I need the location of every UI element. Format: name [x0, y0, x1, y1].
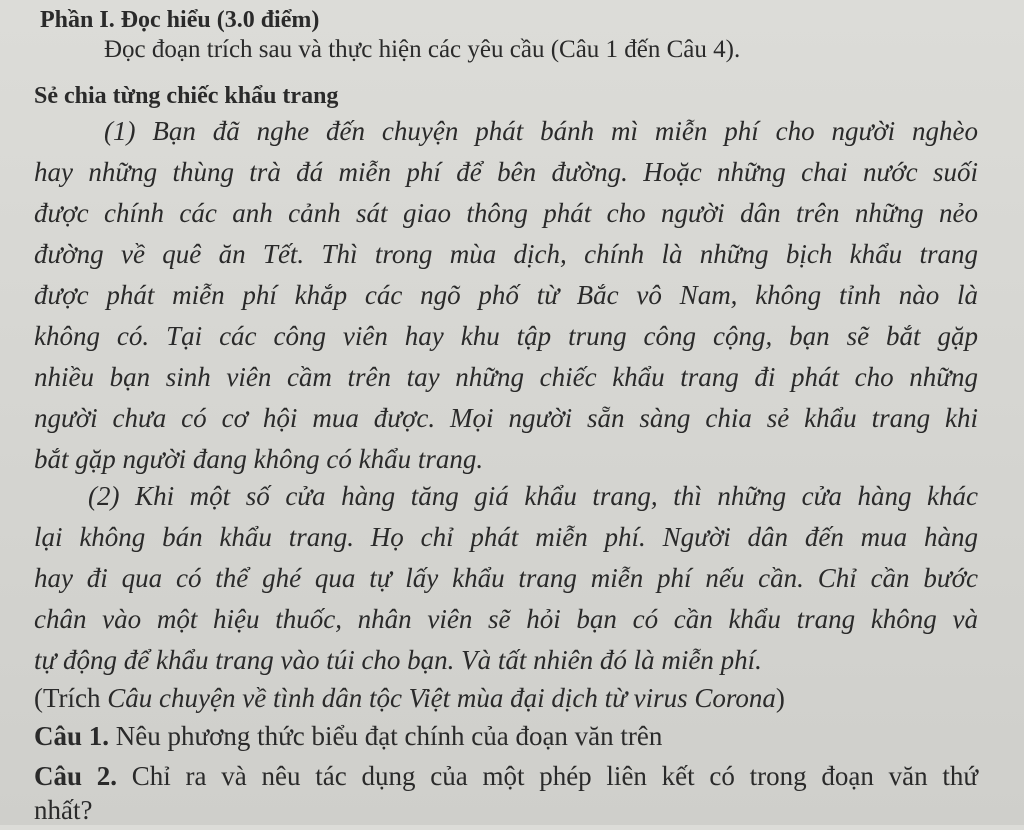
- question-text: Chỉ ra và nêu tác dụng của một phép liên kết có trong đoạn văn thứ: [117, 761, 979, 791]
- source-citation: [34, 678, 978, 718]
- paragraph-1-line: hay những thùng trà đá miễn phí để bên đường. Hoặc những chai nước suối: [34, 157, 978, 187]
- paragraph-2-line: (2) Khi một số cửa hàng tăng giá khẩu trang, thì những cửa hàng khác: [88, 481, 978, 511]
- question-2-continuation: nhất?: [34, 795, 93, 825]
- paragraph-2-line: tự động để khẩu trang vào túi cho bạn. Và tất nhiên đó là miễn phí.: [34, 645, 762, 675]
- paragraph-1-line: (1) Bạn đã nghe đến chuyện phát bánh mì miễn phí cho người nghèo: [104, 116, 978, 146]
- question-label: Câu 2.: [34, 761, 118, 791]
- paragraph-2-line: hay đi qua có thể ghé qua tự lấy khẩu trang miễn phí nếu cần. Chỉ cần bước: [34, 563, 978, 593]
- passage-title: Sẻ chia từng chiếc khẩu trang: [34, 83, 339, 109]
- paragraph-1-line: bắt gặp người đang không có khẩu trang.: [34, 444, 484, 474]
- question-text: Nêu phương thức biểu đạt chính của đoạn văn trên: [109, 721, 663, 751]
- paragraph-2-line: lại không bán khẩu trang. Họ chỉ phát miễn phí. Người dân đến mua hàng: [34, 522, 978, 552]
- paragraph-1-line: không có. Tại các công viên hay khu tập trung công cộng, bạn sẽ bắt gặp: [34, 321, 978, 351]
- source-close: ): [775, 683, 785, 713]
- source-open: (Trích: [34, 683, 108, 713]
- paragraph-2-line: chân vào một hiệu thuốc, nhân viên sẽ hỏi bạn có cần khẩu trang không và: [34, 604, 978, 634]
- paragraph-1-line: đường về quê ăn Tết. Thì trong mùa dịch, chính là những bịch khẩu trang: [34, 239, 978, 269]
- paragraph-1-line: nhiều bạn sinh viên cầm trên tay những chiếc khẩu trang đi phát cho những: [34, 362, 978, 392]
- section-instruction: Đọc đoạn trích sau và thực hiện các yêu cầu (Câu 1 đến Câu 4).: [104, 36, 741, 63]
- source-title: Câu chuyện về tình dân tộc Việt mùa đại dịch từ virus Corona: [107, 683, 776, 713]
- paragraph-1-line: người chưa có cơ hội mua được. Mọi người sẵn sàng chia sẻ khẩu trang khi: [34, 403, 978, 433]
- question-1: [34, 716, 978, 756]
- paragraph-1-line: được phát miễn phí khắp các ngõ phố từ Bắc vô Nam, không tỉnh nào là: [34, 280, 978, 310]
- question-label: Câu 1.: [34, 721, 110, 751]
- paragraph-1-line: được chính các anh cảnh sát giao thông phát cho người dân trên những nẻo: [34, 198, 978, 228]
- section-title: Phần I. Đọc hiểu (3.0 điểm): [40, 7, 320, 33]
